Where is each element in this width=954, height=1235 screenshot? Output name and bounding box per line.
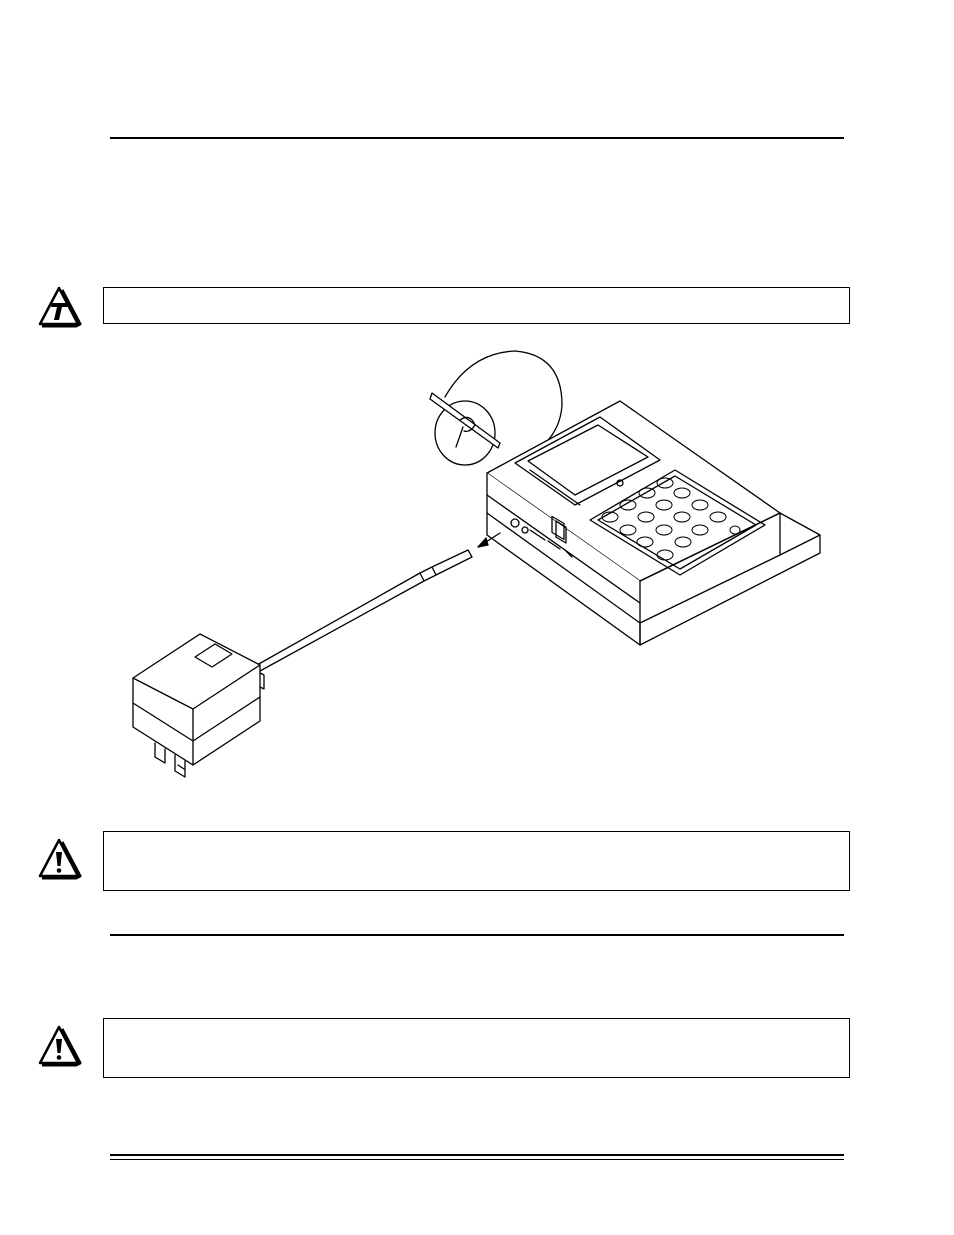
warning-box-2 xyxy=(103,1018,850,1078)
tip-note-box xyxy=(103,287,850,324)
warning-exclamation-icon xyxy=(36,836,82,882)
page-footer-rule xyxy=(110,1154,844,1160)
tip-hand-t-icon xyxy=(36,284,82,330)
section-middle-rule xyxy=(110,934,844,936)
warning-exclamation-icon xyxy=(36,1023,82,1069)
ac-power-adapter xyxy=(133,634,264,777)
warning-box-1 xyxy=(103,831,850,891)
power-cable xyxy=(257,533,500,671)
printer-adapter-figure xyxy=(120,345,830,790)
printer-body xyxy=(487,401,820,645)
section-top-rule xyxy=(110,137,844,139)
